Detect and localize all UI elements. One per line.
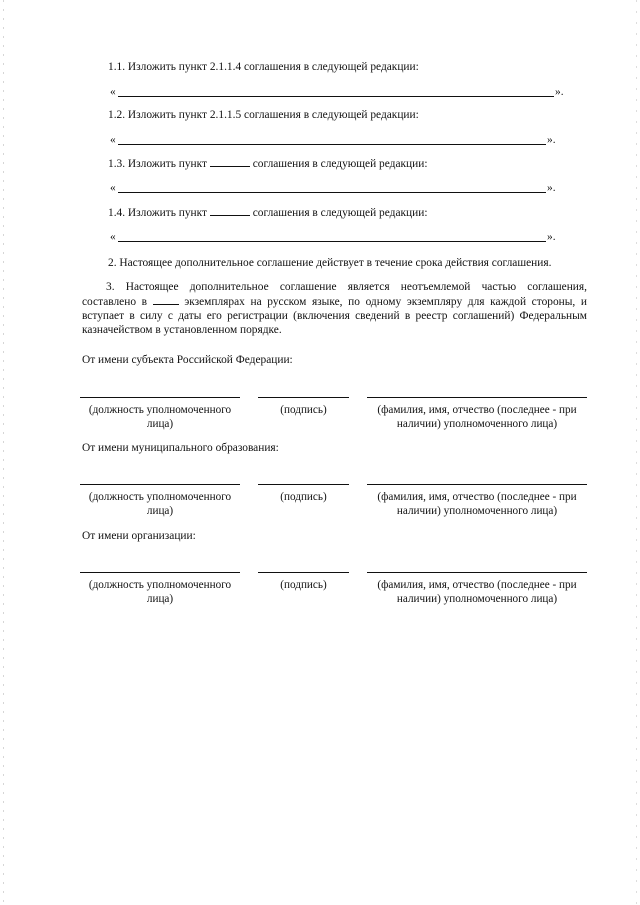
caption-signature: (подпись): [280, 491, 327, 503]
quote-open: «: [110, 86, 116, 98]
clause-2: 2. Настоящее дополнительное соглашение действует в течение срока действия соглашения.: [108, 257, 552, 269]
signature-heading-municipality: От имени муниципального образования:: [82, 442, 279, 454]
caption-fullname: (фамилия, имя, отчество (последнее - при наличии) уполномоченного лица): [377, 404, 577, 430]
clause-3-line-2-post: экземплярах на русском языке, по одному экземпляру для каждой стороны, и: [184, 296, 587, 308]
quote-close: ».: [547, 182, 556, 194]
item-1-3-heading: [108, 156, 428, 171]
quote-open: «: [110, 231, 116, 243]
signature-heading-organization: От имени организации:: [82, 530, 196, 542]
signature-line[interactable]: [258, 397, 349, 398]
fill-line[interactable]: [118, 96, 554, 97]
point-number-blank[interactable]: [210, 156, 250, 167]
fill-line[interactable]: [118, 241, 546, 242]
item-1-3-post: соглашения в следующей редакции:: [252, 158, 428, 170]
copies-count-blank[interactable]: [153, 294, 179, 305]
item-1-4-pre: 1.4. Изложить пункт: [108, 207, 207, 219]
item-1-4-heading: [108, 205, 428, 220]
signature-line[interactable]: [258, 484, 349, 485]
caption-signature: (подпись): [280, 579, 327, 591]
clause-3: [82, 280, 587, 337]
fill-line[interactable]: [118, 144, 546, 145]
item-1-4-post: соглашения в следующей редакции:: [252, 207, 428, 219]
item-1-1-heading: 1.1. Изложить пункт 2.1.1.4 соглашения в следующей редакции:: [108, 61, 419, 73]
fullname-line[interactable]: [367, 397, 587, 398]
fullname-line[interactable]: [367, 484, 587, 485]
caption-position: (должность уполномоченного лица): [88, 579, 232, 605]
fullname-line[interactable]: [367, 572, 587, 573]
caption-signature: (подпись): [280, 404, 327, 416]
caption-position: (должность уполномоченного лица): [88, 491, 232, 517]
clause-3-line-2-pre: составлено в: [82, 296, 148, 308]
item-1-3-pre: 1.3. Изложить пункт: [108, 158, 207, 170]
quote-open: «: [110, 182, 116, 194]
caption-fullname: (фамилия, имя, отчество (последнее - при наличии) уполномоченного лица): [377, 579, 577, 605]
position-line[interactable]: [80, 397, 240, 398]
position-line[interactable]: [80, 572, 240, 573]
scan-edge-right: [636, 0, 637, 905]
fill-line[interactable]: [118, 192, 546, 193]
clause-3-line-3: вступает в силу с даты его регистрации (включения сведений в реестр соглашений) Федеральным: [82, 310, 587, 322]
quote-close: ».: [547, 134, 556, 146]
clause-3-line-4: казначейством в установленном порядке.: [82, 324, 282, 336]
signature-heading-subject: От имени субъекта Российской Федерации:: [82, 354, 293, 366]
scan-edge-left: [3, 0, 4, 905]
quote-close: ».: [547, 231, 556, 243]
quote-open: «: [110, 134, 116, 146]
position-line[interactable]: [80, 484, 240, 485]
caption-fullname: (фамилия, имя, отчество (последнее - при наличии) уполномоченного лица): [377, 491, 577, 517]
signature-line[interactable]: [258, 572, 349, 573]
point-number-blank[interactable]: [210, 205, 250, 216]
quote-close: ».: [555, 86, 564, 98]
caption-position: (должность уполномоченного лица): [88, 404, 232, 430]
clause-3-line-1: 3. Настоящее дополнительное соглашение является неотъемлемой частью соглашения,: [106, 281, 587, 293]
item-1-2-heading: 1.2. Изложить пункт 2.1.1.5 соглашения в следующей редакции:: [108, 109, 419, 121]
